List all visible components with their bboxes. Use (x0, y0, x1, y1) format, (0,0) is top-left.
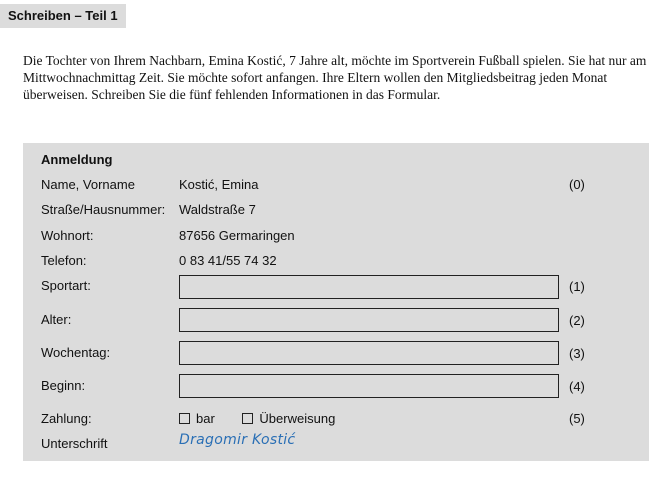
section-title: Schreiben – Teil 1 (0, 4, 126, 28)
street-label: Straße/Hausnummer: (41, 202, 166, 217)
weekday-number: (3) (569, 346, 585, 361)
phone-label: Telefon: (41, 253, 87, 268)
city-label: Wohnort: (41, 228, 94, 243)
street-row (23, 200, 649, 220)
name-number: (0) (569, 177, 585, 192)
signature-row (23, 434, 649, 454)
age-label: Alter: (41, 312, 72, 327)
weekday-input[interactable] (179, 341, 559, 365)
payment-number: (5) (569, 411, 585, 426)
name-value: Kostić, Emina (179, 177, 259, 192)
task-instructions: Die Tochter von Ihrem Nachbarn, Emina Kostić, 7 Jahre alt, möchte im Sportverein Fußball spielen. Sie hat nur am Mittwochnachmittag Zeit. Sie möchte sofort anfangen. Ihre Eltern wollen den Mitgliedsbeitrag jeden Monat überweisen. Schreiben Sie die fünf fehlenden Informationen in das Formular. (23, 53, 647, 102)
start-input[interactable] (179, 374, 559, 398)
age-number: (2) (569, 313, 585, 328)
payment-row (23, 409, 649, 429)
city-row (23, 226, 649, 246)
age-input[interactable] (179, 308, 559, 332)
payment-label: Zahlung: (41, 411, 92, 426)
street-value: Waldstraße 7 (179, 202, 256, 217)
signature-value: Dragomir Kostić (179, 432, 296, 448)
payment-cash-checkbox[interactable] (179, 413, 190, 424)
payment-cash-label: bar (196, 411, 215, 426)
signature-label: Unterschrift (41, 436, 108, 451)
sport-input[interactable] (179, 275, 559, 299)
registration-form (23, 143, 649, 461)
city-value: 87656 Germaringen (179, 228, 295, 243)
payment-transfer-checkbox[interactable] (242, 413, 253, 424)
weekday-label: Wochentag: (41, 345, 111, 360)
start-number: (4) (569, 379, 585, 394)
payment-cash-option[interactable] (179, 411, 218, 426)
sport-label: Sportart: (41, 278, 91, 293)
start-label: Beginn: (41, 378, 86, 393)
phone-value: 0 83 41/55 74 32 (179, 253, 277, 268)
payment-transfer-option[interactable] (242, 411, 335, 426)
form-title: Anmeldung (41, 152, 113, 167)
name-label: Name, Vorname (41, 177, 135, 192)
payment-options (179, 411, 335, 426)
name-row (23, 175, 649, 195)
payment-transfer-label: Überweisung (259, 411, 336, 426)
phone-row (23, 251, 649, 271)
sport-number: (1) (569, 279, 585, 294)
